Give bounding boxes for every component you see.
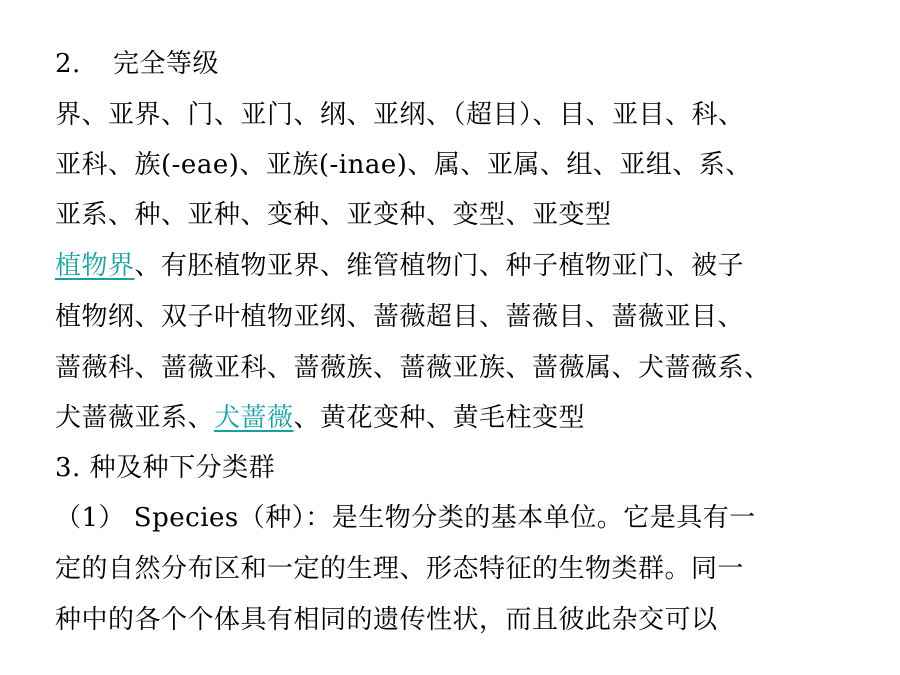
ranks-line-3: 亚系、种、亚种、变种、亚变种、变型、亚变型: [55, 200, 612, 230]
example-line-3: 蔷薇科、蔷薇亚科、蔷薇族、蔷薇亚族、蔷薇属、犬蔷薇系、: [55, 353, 771, 383]
ranks-line-1: 界、亚界、门、亚门、纲、亚纲、（超目）、目、亚目、科、: [55, 100, 745, 130]
species-line-1: （1） Species（种）：是生物分类的基本单位。它是具有一: [55, 503, 756, 533]
dog-rose-link[interactable]: 犬蔷薇: [214, 403, 294, 433]
example-line-1: [55, 250, 744, 282]
section-2-number: 2.: [55, 49, 81, 79]
ranks-line-2: 亚科、族(-eae)、亚族(-inae)、属、亚属、组、亚组、系、: [55, 150, 752, 180]
section-3-heading: 3. 种及种下分类群: [55, 453, 276, 483]
example-line-1-text: 、有胚植物亚界、维管植物门、种子植物亚门、被子: [134, 251, 745, 281]
section-2-title: 完全等级: [113, 49, 220, 79]
section-2-heading: [55, 48, 219, 80]
species-line-3: 种中的各个个体具有相同的遗传性状，而且彼此杂交可以: [55, 605, 718, 635]
plant-kingdom-link[interactable]: 植物界: [55, 251, 135, 281]
example-line-4: [55, 402, 585, 434]
species-line-2: 定的自然分布区和一定的生理、形态特征的生物类群。同一: [55, 554, 745, 584]
example-line-4-start: 犬蔷薇亚系、: [55, 403, 215, 433]
example-line-2: 植物纲、双子叶植物亚纲、蔷薇超目、蔷薇目、蔷薇亚目、: [55, 302, 745, 332]
example-line-4-text: 、黄花变种、黄毛柱变型: [293, 403, 586, 433]
